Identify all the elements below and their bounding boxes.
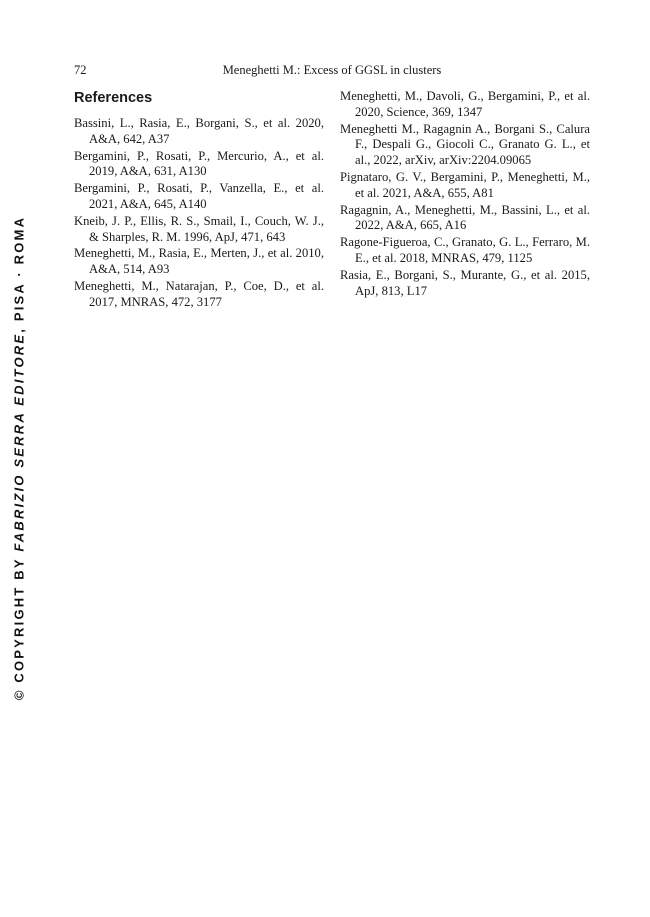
copyright-prefix: © COPYRIGHT BY [11, 551, 27, 701]
reference-entry: Pignataro, G. V., Bergamini, P., Meneghetti, M., et al. 2021, A&A, 655, A81 [340, 169, 590, 200]
reference-entry: Ragone-Figueroa, C., Granato, G. L., Ferraro, M. E., et al. 2018, MNRAS, 479, 1125 [340, 235, 590, 265]
copyright-sidebar [12, 216, 27, 700]
reference-entry: Bergamini, P., Rosati, P., Vanzella, E., et al. 2021, A&A, 645, A140 [74, 181, 324, 211]
references-column-left [74, 89, 324, 312]
running-title: Meneghetti M.: Excess of GGSL in clusters [222, 63, 442, 77]
reference-entry: Ragagnin, A., Meneghetti, M., Bassini, L., et al. 2022, A&A, 665, A16 [340, 202, 590, 233]
reference-entry: Rasia, E., Borgani, S., Murante, G., et al. 2015, ApJ, 813, L17 [340, 267, 590, 298]
page-header [74, 62, 590, 78]
page-number: 72 [74, 63, 87, 77]
reference-entry: Kneib, J. P., Ellis, R. S., Smail, I., Couch, W. J., & Sharples, R. M. 1996, ApJ, 471, 643 [74, 213, 324, 244]
reference-entry: Bergamini, P., Rosati, P., Mercurio, A., et al. 2019, A&A, 631, A130 [74, 148, 324, 179]
reference-entry: Bassini, L., Rasia, E., Borgani, S., et al. 2020, A&A, 642, A37 [74, 116, 324, 146]
references-heading: References [74, 90, 153, 106]
references-column-right [340, 89, 590, 300]
reference-entry: Meneghetti M., Ragagnin A., Borgani S., Calura F., Despali G., Giocoli C., Granato G. L., et al., 2022, arXiv, arXiv:2204.09065 [340, 121, 590, 168]
reference-entry: Meneghetti, M., Davoli, G., Bergamini, P., et al. 2020, Science, 369, 1347 [340, 89, 590, 119]
copyright-suffix: , PISA · ROMA [11, 215, 27, 333]
reference-entry: Meneghetti, M., Natarajan, P., Coe, D., et al. 2017, MNRAS, 472, 3177 [74, 278, 324, 309]
copyright-publisher: FABRIZIO SERRA EDITORE [11, 332, 27, 552]
reference-entry: Meneghetti, M., Rasia, E., Merten, J., et al. 2010, A&A, 514, A93 [74, 246, 324, 277]
